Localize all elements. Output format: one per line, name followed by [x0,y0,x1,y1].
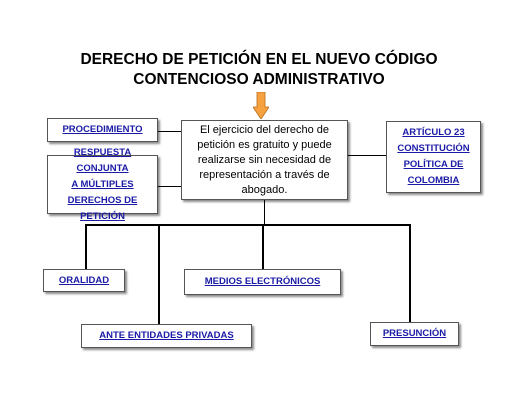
node-respuesta-line2[interactable]: A MÚLTIPLES [71,178,134,190]
node-oralidad-link[interactable]: ORALIDAD [58,274,110,286]
node-respuesta-conjunta-link[interactable] [48,145,157,225]
connector-drop-entidades [158,224,160,324]
connector-drop-medios [262,224,264,269]
node-entidades-privadas[interactable] [81,324,252,348]
node-medios-electronicos[interactable] [184,269,341,295]
node-entidades-privadas-link[interactable]: ANTE ENTIDADES PRIVADAS [99,330,234,341]
diagram-title-line2: CONTENCIOSO ADMINISTRATIVO [133,71,385,88]
connector-trunk [264,200,265,225]
center-text-line1: El ejercicio del derecho de [199,123,329,136]
node-respuesta-line4[interactable]: PETICIÓN [80,210,125,222]
node-oralidad[interactable] [43,269,125,292]
node-respuesta-conjunta[interactable] [47,146,158,222]
node-articulo-23-link[interactable] [397,125,469,189]
node-articulo-line4[interactable]: COLOMBIA [407,175,460,186]
connector-left-lower [158,186,181,187]
node-respuesta-line3[interactable]: DERECHOS DE [67,194,138,206]
node-articulo-line3[interactable]: POLÍTICA DE [403,159,464,170]
node-articulo-23[interactable] [386,121,481,193]
connector-drop-presuncion [409,224,411,322]
center-text-line4: representación a través de [199,168,330,181]
node-respuesta-line1[interactable]: RESPUESTA CONJUNTA [73,146,132,174]
diagram-title-line1: DERECHO DE PETICIÓN EN EL NUEVO CÓDIGO [80,51,438,68]
node-articulo-line1[interactable]: ARTÍCULO 23 [402,127,465,138]
node-presuncion-link[interactable]: PRESUNCIÓN [382,328,447,339]
center-text-line5: abogado. [241,183,288,196]
connector-left [158,131,181,132]
connector-right [348,155,386,156]
node-medios-electronicos-link[interactable]: MEDIOS ELECTRÓNICOS [204,276,321,287]
node-procedimiento[interactable] [47,118,158,142]
center-description-box [181,120,348,200]
node-procedimiento-link[interactable]: PROCEDIMIENTO [62,124,143,135]
node-articulo-line2[interactable]: CONSTITUCIÓN [397,143,470,154]
down-arrow-icon [253,92,269,119]
connector-drop-oralidad [85,224,87,269]
center-text-line3: realizarse sin necesidad de [197,153,332,166]
center-text-line2: petición es gratuito y puede [197,138,332,151]
node-presuncion[interactable] [370,322,459,346]
